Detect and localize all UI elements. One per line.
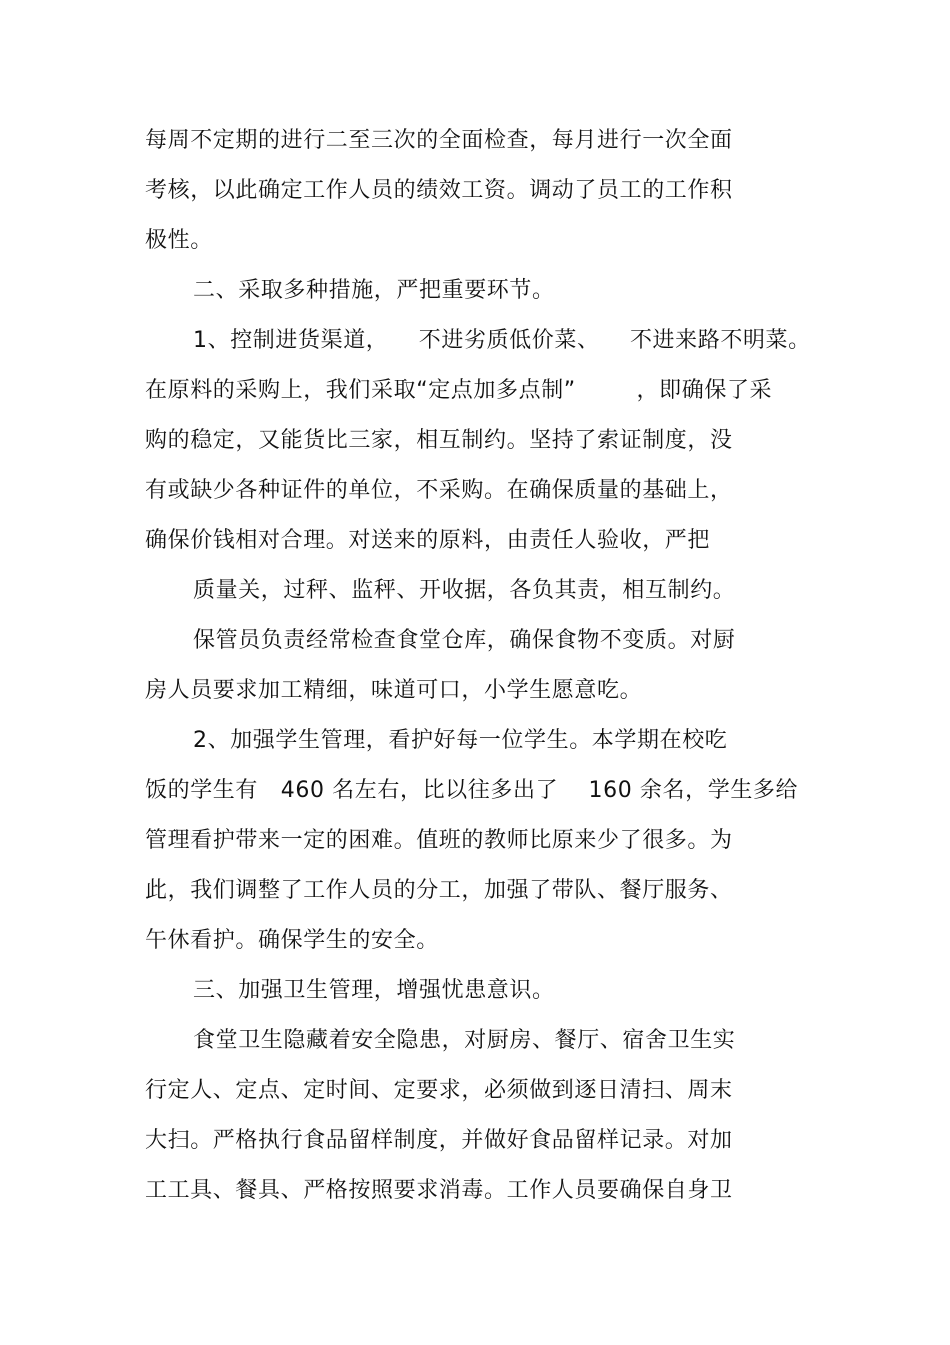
section-heading: 二、采取多种措施，严把重要环节。: [193, 278, 555, 303]
section-heading: 三、加强卫生管理，增强忧患意识。: [193, 978, 555, 1003]
text-line: 确保价钱相对合理。对送来的原料，由责任人验收，严把: [145, 528, 711, 553]
text-line: 大扫。严格执行食品留样制度，并做好食品留样记录。对加: [145, 1128, 733, 1153]
text-line: 饭的学生有 460 名左右，比以往多出了 160 余名，学生多给: [145, 778, 799, 803]
text-line: 购的稳定，又能货比三家，相互制约。坚持了索证制度，没: [145, 428, 733, 453]
text-line: 管理看护带来一定的困难。值班的教师比原来少了很多。为: [145, 828, 733, 853]
text-line: 1、控制进货渠道， 不进劣质低价菜、 不进来路不明菜。: [193, 328, 811, 353]
text-line: 此，我们调整了工作人员的分工，加强了带队、餐厅服务、: [145, 878, 733, 903]
text-line: 房人员要求加工精细，味道可口，小学生愿意吃。: [145, 678, 643, 703]
text-line: 有或缺少各种证件的单位，不采购。在确保质量的基础上，: [145, 478, 733, 503]
text-line: 考核，以此确定工作人员的绩效工资。调动了员工的工作积: [145, 178, 733, 203]
text-line: 2、加强学生管理，看护好每一位学生。本学期在校吃: [193, 728, 728, 753]
text-line: 质量关，过秤、监秤、开收据，各负其责，相互制约。: [193, 578, 736, 603]
text-line: 午休看护。确保学生的安全。: [145, 928, 439, 953]
text-line: 极性。: [145, 228, 213, 253]
text-line: 行定人、定点、定时间、定要求，必须做到逐日清扫、周末: [145, 1078, 733, 1103]
text-line: 保管员负责经常检查食堂仓库，确保食物不变质。对厨: [193, 628, 736, 653]
text-line: 工工具、餐具、严格按照要求消毒。工作人员要确保自身卫: [145, 1178, 733, 1203]
text-line: 每周不定期的进行二至三次的全面检查，每月进行一次全面: [145, 128, 733, 153]
text-line: 在原料的采购上，我们采取“定点加多点制” ，即确保了采: [145, 378, 773, 403]
text-line: 食堂卫生隐藏着安全隐患，对厨房、餐厅、宿舍卫生实: [193, 1028, 736, 1053]
